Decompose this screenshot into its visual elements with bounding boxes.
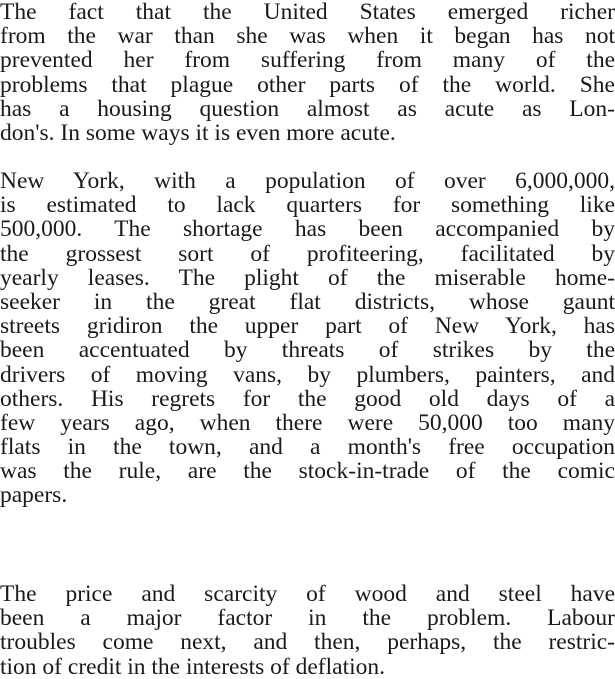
text-line: the grossest sort of profiteering, facilitated by [0, 241, 615, 266]
text-line: papers. [0, 483, 68, 508]
text-line: from the war than she was when it began has not [0, 24, 615, 49]
text-line: seeker in the great flat districts, whose gaunt [0, 289, 615, 315]
text-line: is estimated to lack quarters for something like [0, 193, 615, 218]
text-line: prevented her from suffering from many of the [0, 48, 615, 73]
text-line: troubles come next, and then, perhaps, the restric- [0, 630, 615, 655]
text-line: don's. In some ways it is even more acute. [0, 120, 396, 146]
text-line: tion of credit in the interests of deflation. [0, 654, 386, 679]
paragraph-3 [0, 582, 615, 679]
text-line: been accentuated by threats of strikes by the [0, 338, 615, 363]
text-line: New York, with a population of over 6,000,000, [0, 169, 615, 194]
text-line: The price and scarcity of wood and steel have [0, 582, 615, 607]
paragraph-1 [0, 0, 615, 145]
text-line: problems that plague other parts of the world. She [0, 72, 615, 97]
text-line: 500,000. The shortage has been accompanied by [0, 217, 615, 242]
text-line: flats in the town, and a month's free occupation [0, 435, 615, 460]
text-line: The fact that the United States emerged richer [0, 0, 615, 25]
text-line: been a major factor in the problem. Labour [0, 606, 615, 631]
text-line: has a housing question almost as acute as Lon- [0, 96, 615, 121]
paragraph-2 [0, 169, 615, 508]
text-line: yearly leases. The plight of the miserable home- [0, 265, 615, 290]
text-line: others. His regrets for the good old days of a [0, 386, 615, 411]
text-line: few years ago, when there were 50,000 too many [0, 410, 615, 436]
text-line: was the rule, are the stock-in-trade of the comic [0, 459, 615, 484]
text-line: streets gridiron the upper part of New York, has [0, 314, 615, 339]
text-line: drivers of moving vans, by plumbers, painters, and [0, 362, 615, 387]
